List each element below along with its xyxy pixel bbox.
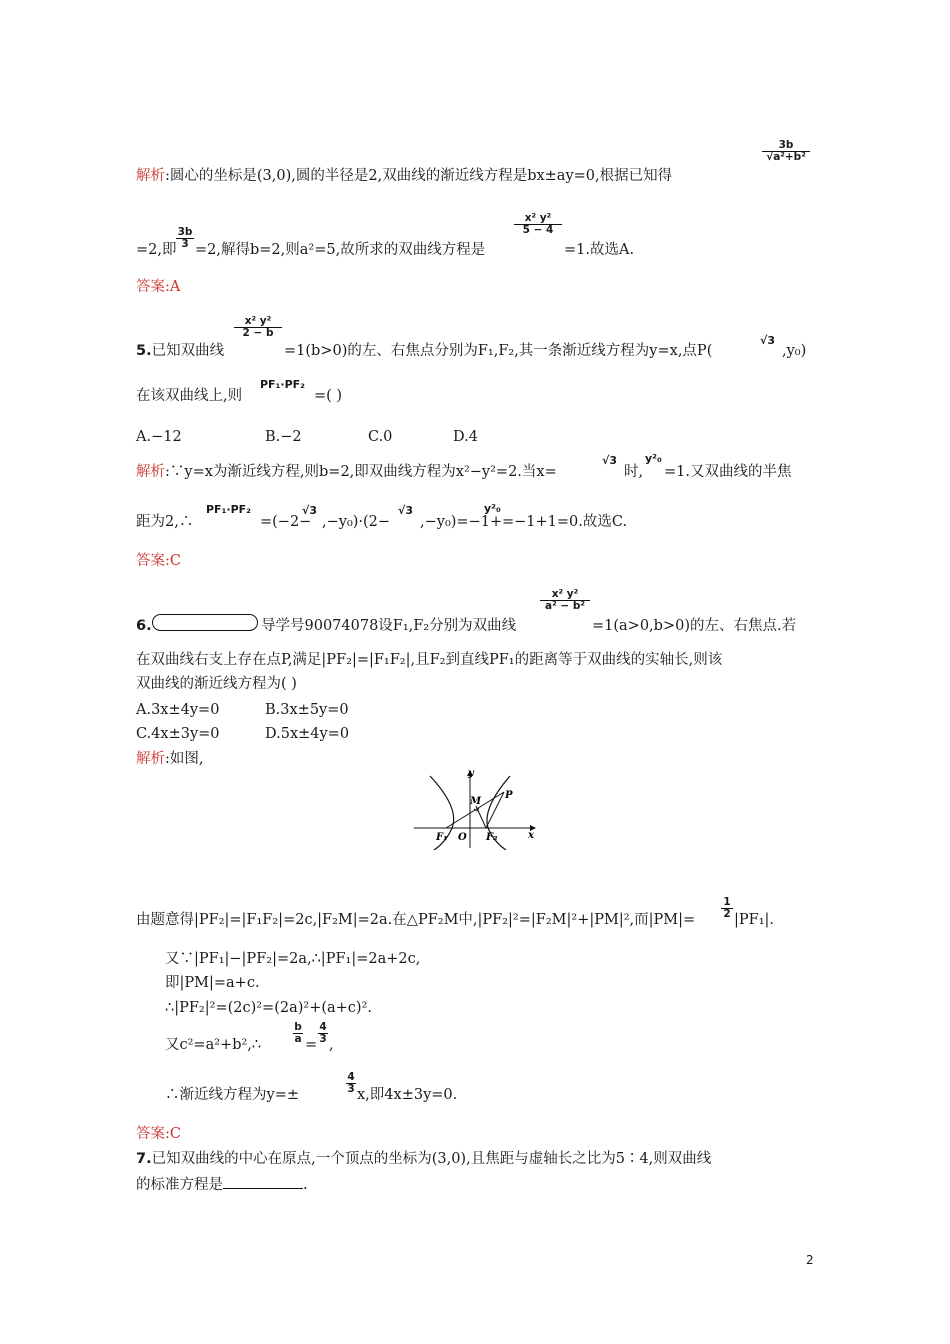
q5-sqrt3-c: √3 — [302, 504, 317, 517]
q4-analysis-line2a: =2,即 — [136, 242, 177, 258]
q5-stem-line1: 5.已知双曲线 — [136, 343, 225, 359]
q5-analysis-line2c: ,−y₀)·(2− — [322, 514, 391, 530]
q4-hyperbola-eq: x² y² 5 − 4 — [514, 213, 562, 236]
page-number: 2 — [806, 1253, 814, 1267]
q5-analysis-line2b: =(−2− — [260, 514, 312, 530]
q5-option-b: B.−2 — [265, 429, 302, 445]
q5-analysis-line2a: 距为2,∴ — [136, 514, 194, 530]
q7-stem-line2: 的标准方程是 . — [136, 1174, 308, 1195]
q6-half-fraction: 1 2 — [721, 897, 733, 920]
q5-analysis-line1b: 时, — [624, 464, 644, 480]
q5-option-a: A.−12 — [136, 429, 182, 445]
q4-fraction: 3b √a²+b² — [762, 140, 810, 163]
fig-label-x: x — [528, 830, 534, 841]
q6-solution-line1: 由题意得|PF₂|=|F₁F₂|=2c,|F₂M|=2a.在△PF₂M中,|PF₂|²=|F₂M|²+|PM|²,而|PM|= — [136, 912, 696, 928]
q5-stem-line2a: 在该双曲线上,则 — [136, 388, 243, 404]
q5-vector-product: PF₁·PF₂ — [260, 378, 305, 391]
fig-label-m: M — [470, 796, 482, 807]
q4-answer: 答案:A — [136, 279, 181, 295]
q5-y0-squared: y²₀ — [645, 452, 662, 465]
q6-option-b: B.3x±5y=0 — [265, 702, 349, 718]
q6-43-fraction: 4 3 — [319, 1021, 327, 1045]
q5-sqrt3-d: √3 — [398, 504, 413, 517]
fig-label-f1: F₁ — [436, 832, 448, 843]
q5-option-c: C.0 — [368, 429, 393, 445]
q6-solution-line5a: 又c²=a²+b²,∴ — [165, 1037, 262, 1053]
q4-analysis-line2c: =1.故选A. — [564, 242, 635, 258]
q6-solution-line4: ∴|PF₂|²=(2c)²=(2a)²+(a+c)². — [165, 1000, 373, 1016]
q5-vector-product-b: PF₁·PF₂ — [206, 503, 251, 516]
fig-label-p: P — [505, 790, 513, 801]
q6-stem-line3: 双曲线的渐近线方程为( ) — [136, 676, 297, 692]
q6-43-fraction-b: 4 3 — [347, 1071, 355, 1095]
q5-stem-line2b: =( ) — [314, 388, 343, 404]
q6-stem-line1b: =1(a>0,b>0)的左、右焦点.若 — [592, 618, 797, 634]
q6-analysis-intro: 解析:如图, — [136, 751, 204, 767]
hyperbola-figure — [410, 768, 540, 850]
q6-option-c: C.4x±3y=0 — [136, 726, 220, 742]
q6-answer: 答案:C — [136, 1126, 181, 1142]
q5-stem-line1b: =1(b>0)的左、右焦点分别为F₁,F₂,其一条渐近线方程为y=x,点P( — [284, 343, 713, 359]
q6-solution-line6b: x,即4x±3y=0. — [357, 1087, 458, 1103]
q6-ba-equals: = — [305, 1037, 318, 1053]
q4-analysis-line1: 解析:圆心的坐标是(3,0),圆的半径是2,双曲线的渐近线方程是bx±ay=0,根据已知得 — [136, 168, 673, 184]
q5-analysis-line2e: =−1+1=0.故选C. — [502, 514, 628, 530]
fig-label-o: O — [458, 832, 467, 843]
q5-option-d: D.4 — [453, 429, 478, 445]
fig-label-f2: F₂ — [486, 832, 498, 843]
q6-solution-line2: 又∵|PF₁|−|PF₂|=2a,∴|PF₁|=2a+2c, — [165, 951, 421, 967]
q5-sqrt3: √3 — [760, 334, 775, 347]
q6-stem-line2: 在双曲线右支上存在点P,满足|PF₂|=|F₁F₂|,且F₂到直线PF₁的距离等于双曲线的实轴长,则该 — [136, 652, 723, 668]
q6-option-a: A.3x±4y=0 — [136, 702, 220, 718]
q6-number: 6. — [136, 618, 152, 634]
q4-fraction2: 3b 3 — [177, 226, 193, 250]
fig-label-y: y — [468, 768, 474, 779]
q6-hyperbola-eq: x² y² a² − b² — [540, 589, 590, 612]
q6-solution-line1-end: |PF₁|. — [734, 912, 775, 928]
q5-sqrt3-b: √3 — [602, 454, 617, 467]
q6-solution-line3: 即|PM|=a+c. — [165, 975, 260, 991]
q5-hyperbola-eq: x² y² 2 − b — [234, 316, 282, 339]
q7-answer-blank[interactable] — [223, 1174, 303, 1189]
q7-stem-line1: 7.已知双曲线的中心在原点,一个顶点的坐标为(3,0),且焦距与虚轴长之比为5∶4,则双曲线 — [136, 1151, 712, 1167]
q5-analysis-line2d: ,−y₀)=−1+ — [420, 514, 503, 530]
q4-analysis-line2b: =2,解得b=2,则a²=5,故所求的双曲线方程是 — [195, 242, 486, 258]
q5-answer: 答案:C — [136, 553, 181, 569]
q6-ba-fraction: b a — [294, 1021, 302, 1045]
q6-solution-line5b: , — [329, 1037, 334, 1053]
q5-analysis-line1a: 解析:∵y=x为渐近线方程,则b=2,即双曲线方程为x²−y²=2.当x= — [136, 464, 557, 480]
q5-stem-line1c: ,y₀) — [782, 343, 807, 359]
q5-y0-squared-b: y²₀ — [484, 502, 501, 515]
q6-option-d: D.5x±4y=0 — [265, 726, 350, 742]
q6-tag-box — [152, 614, 258, 631]
q6-solution-line6a: ∴渐近线方程为y=± — [165, 1087, 299, 1103]
q6-stem-line1a: 导学号90074078设F₁,F₂分别为双曲线 — [261, 618, 517, 634]
q5-analysis-line1c: =1.又双曲线的半焦 — [664, 464, 792, 480]
